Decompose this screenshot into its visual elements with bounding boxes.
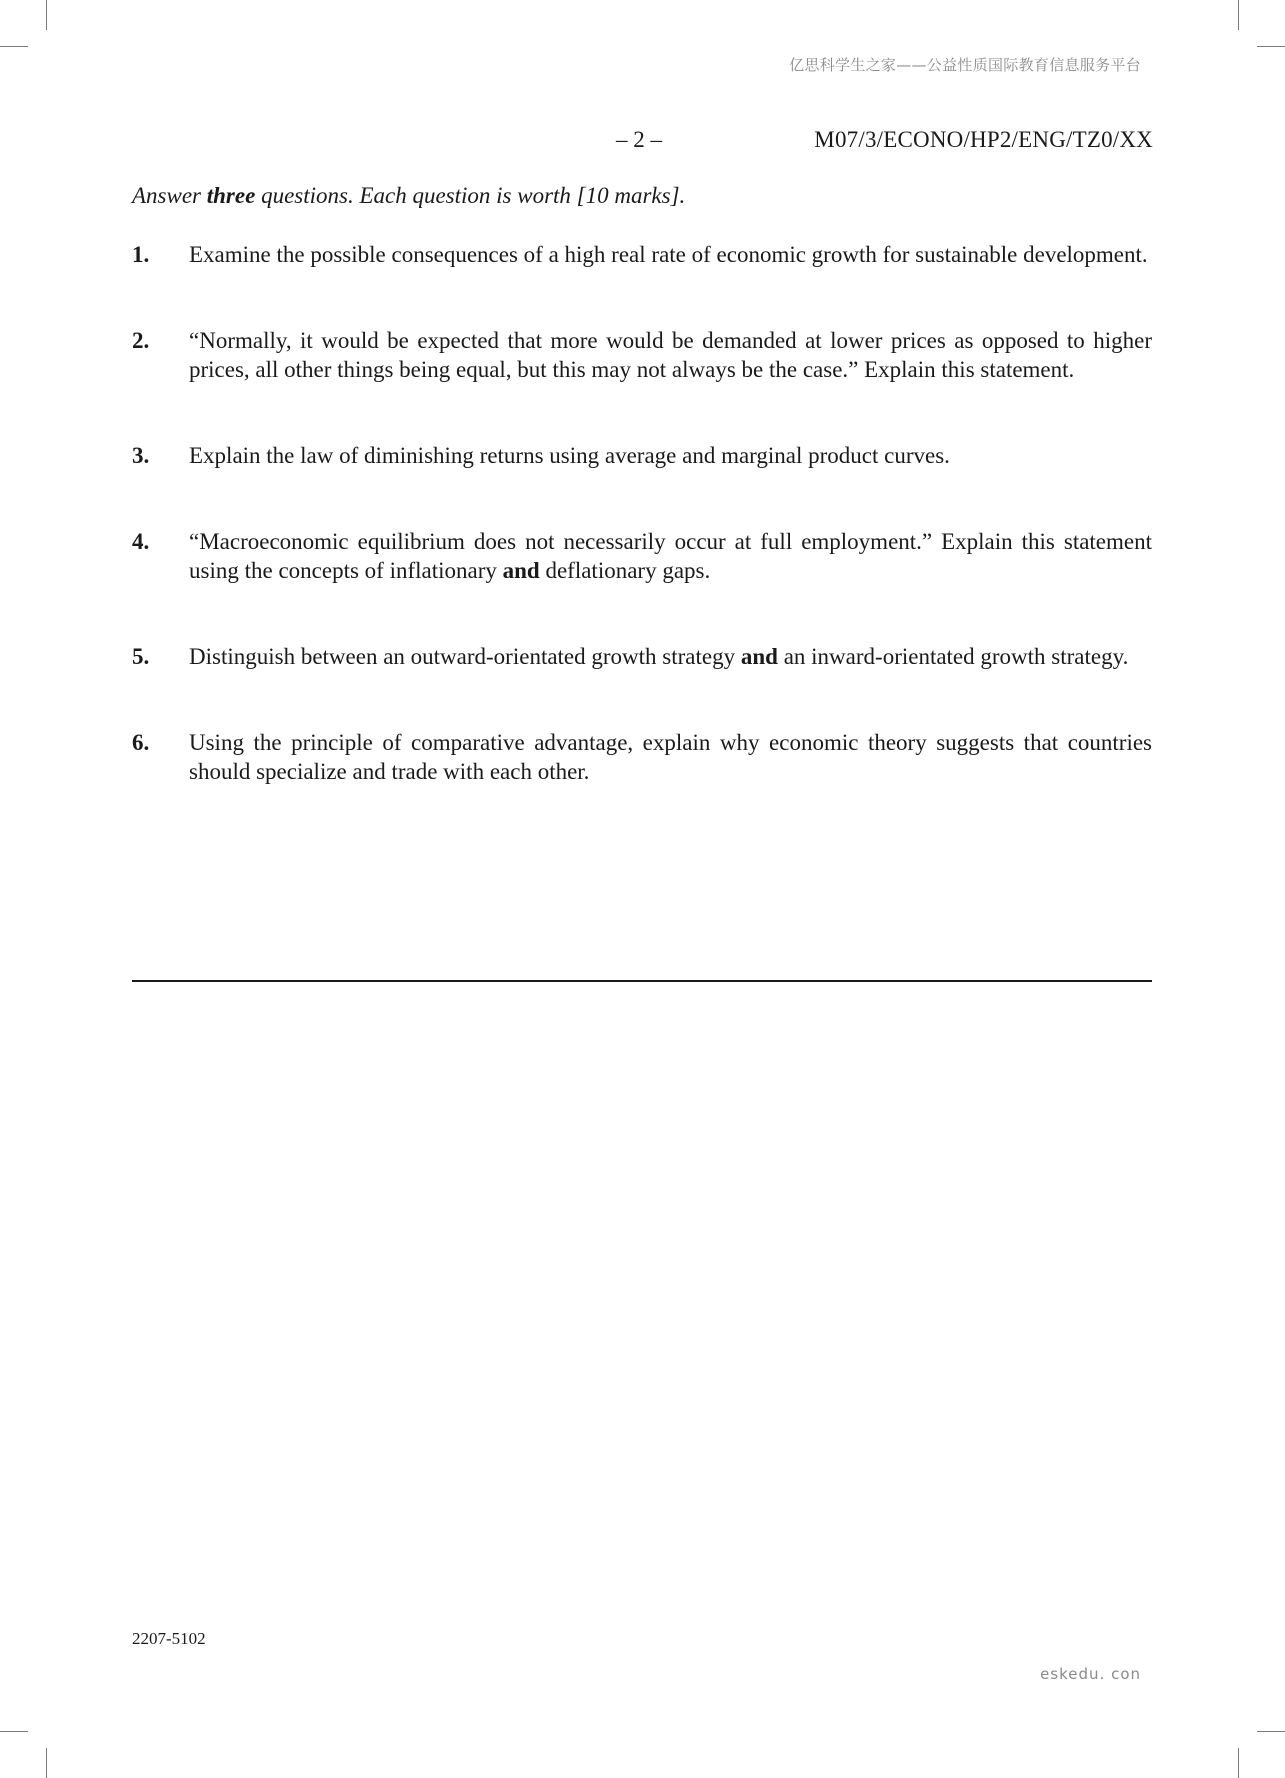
question-3 bbox=[132, 441, 1152, 470]
crop-mark bbox=[1257, 46, 1285, 47]
question-list bbox=[132, 240, 1152, 786]
question-number: 1. bbox=[132, 242, 150, 267]
crop-mark bbox=[46, 0, 47, 30]
question-number: 2. bbox=[132, 328, 150, 353]
question-text-part: Distinguish between an outward-orientated growth strategy bbox=[189, 644, 741, 669]
question-6 bbox=[132, 728, 1152, 786]
crop-mark bbox=[0, 46, 28, 47]
question-text-part: Using the principle of comparative advantage, explain why economic theory suggests that countries should specialize and trade with each other. bbox=[189, 730, 1152, 784]
question-text-emphasis: and bbox=[740, 644, 778, 669]
question-number: 6. bbox=[132, 730, 150, 755]
question-1 bbox=[132, 240, 1152, 269]
question-2 bbox=[132, 326, 1152, 384]
question-number: 4. bbox=[132, 529, 150, 554]
crop-mark bbox=[0, 1731, 28, 1732]
instructions bbox=[132, 183, 685, 209]
question-text-part: an inward-orientated growth strategy. bbox=[777, 644, 1129, 669]
crop-mark bbox=[1238, 1748, 1239, 1778]
page-number: – 2 – bbox=[616, 127, 662, 152]
instructions-emphasis: three bbox=[206, 183, 256, 208]
instructions-prefix: Answer bbox=[132, 183, 207, 208]
question-text bbox=[189, 240, 1152, 269]
question-text-part: deflationary gaps. bbox=[539, 558, 711, 583]
question-number: 5. bbox=[132, 644, 150, 669]
question-5 bbox=[132, 642, 1152, 671]
crop-mark bbox=[46, 1748, 47, 1778]
watermark-text: 亿思科学生之家——公益性质国际教育信息服务平台 bbox=[789, 56, 1141, 74]
question-text bbox=[189, 527, 1152, 585]
question-text bbox=[189, 441, 1152, 470]
question-text-emphasis: and bbox=[502, 558, 540, 583]
section-divider bbox=[132, 980, 1152, 982]
question-text-part: “Normally, it would be expected that more would be demanded at lower prices as opposed to higher prices, all other things being equal, but this may not always be the case.” Explain this statement. bbox=[189, 328, 1152, 382]
question-text-part: “Macroeconomic equilibrium does not necessarily occur at full employment.” Explain this statement using the concepts of inflationary bbox=[189, 529, 1152, 583]
question-number: 3. bbox=[132, 443, 150, 468]
question-text bbox=[189, 728, 1152, 786]
footer-code: 2207-5102 bbox=[132, 1629, 206, 1648]
question-4 bbox=[132, 527, 1152, 585]
exam-code: M07/3/ECONO/HP2/ENG/TZ0/XX bbox=[814, 127, 1153, 152]
question-text bbox=[189, 326, 1152, 384]
crop-mark bbox=[1238, 0, 1239, 30]
question-text bbox=[189, 642, 1152, 671]
instructions-suffix: questions. Each question is worth [10 marks]. bbox=[255, 183, 686, 208]
footer-site: eskedu. con bbox=[1040, 1665, 1141, 1683]
crop-mark bbox=[1257, 1731, 1285, 1732]
question-text-part: Explain the law of diminishing returns using average and marginal product curves. bbox=[189, 443, 950, 468]
question-text-part: Examine the possible consequences of a high real rate of economic growth for sustainable development. bbox=[189, 242, 1148, 267]
